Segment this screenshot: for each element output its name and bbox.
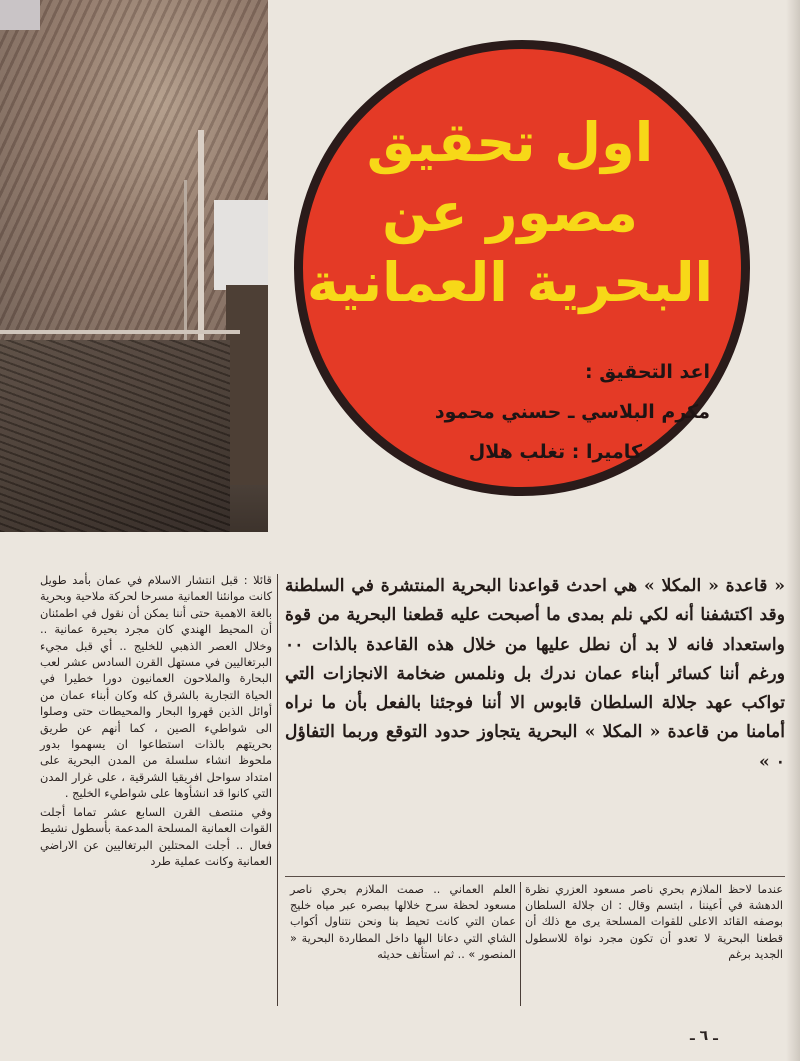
bottom-right-paragraph: عندما لاحظ الملازم بحري ناصر مسعود العزري نظرة الدهشة في أعيننا ، ابتسم وقال : ان جلالة السلطان بوصفه القائد الاعلى للقوات المسلحة يرى مع ذلك أن قطعنا البحرية لا تعدو أن تكون مجرد نواة للاسطول الجديد برغم	[525, 883, 783, 961]
bottom-middle-paragraph: العلم العماني .. صمت الملازم بحري ناصر مسعود لحظة سرح خلالها ببصره عبر مياه خليج عمان التي كانت تحيط بنا ونحن نتناول أكواب الشاي التي دعانا اليها داخل المطاردة البحرية « المنصور » .. ثم استأنف حديثه	[290, 883, 516, 961]
page-number: ـ ٦ ـ	[690, 1028, 718, 1044]
bottom-middle-column	[290, 882, 516, 963]
prepared-by-label: اعد التحقيق :	[585, 361, 710, 383]
bottom-right-column	[525, 882, 783, 963]
title-line-3: البحرية العمانية	[307, 251, 713, 314]
ship-deck-photo	[0, 0, 268, 532]
article-credits	[350, 352, 710, 472]
camera-credit: كاميرا : تغلب هلال	[468, 441, 642, 463]
lead-paragraph-block	[285, 572, 785, 777]
article-title	[300, 108, 720, 318]
sky-patch	[0, 0, 40, 30]
column-divider-bottom	[520, 882, 521, 1006]
authors-line: مكرم البلاسي ـ حسني محمود	[434, 401, 710, 423]
lead-paragraph: « قاعدة « المكلا » هي احدث قواعدنا البحرية المنتشرة في السلطنة وقد اكتشفنا أنه لكي نلم بمدى ما أصبحت عليه قطعنا البحرية من قوة واستعداد فانه لا بد أن نطل عليها من خلال هذه القاعدة بالذات ٠٠ ورغم أننا كسائر أبناء عمان ندرك بل ونلمس ضخامة الانجازات التي تواكب عهد جلالة السلطان قابوس الا أننا فوجئنا بالفعل بأن ما نراه أمامنا من قاعدة « المكلا » البحرية يتجاوز حدود التوقع وربما التفاؤل ٠ »	[285, 576, 785, 772]
left-column	[40, 572, 272, 869]
title-line-2: مصور عن	[382, 181, 638, 244]
page-edge-shadow	[786, 0, 800, 1061]
left-column-paragraph-1: قائلا : قبل انتشار الاسلام في عمان بأمد طويل كانت موانئنا العمانية مسرحا لحركة ملاحية وبحرية بالغة الاهمية حتى أننا يمكن أن نقول في اطمئنان أن المحيط الهندي كان مجرد بحيرة عمانية .. وخلال العصر الذهبي للخليج .. أي قبل مجيء البرتغاليين في مستهل القرن السادس عشر لعب البحارة والملاحون العمانيون دورا خطيرا في الحياة التجارية بالشرق كله وكان أبناء عمان من أوائل الذين قهروا البحار والمحيطات حتى وصلوا الى شواطيء الصين ، كما أنهم عن طريق بحريتهم بالذات استطاعوا ان يسهموا بدور ملحوظ انشاء سلسلة من المدن البحرية على امتداد سواحل افريقيا الشرقية ، على غرار المدن التي كانوا قد انشأوها على شواطيء الخليج .	[40, 573, 272, 801]
ship-cabin	[214, 200, 268, 290]
column-divider-left	[277, 574, 278, 1006]
left-column-paragraph-2: وفي منتصف القرن السابع عشر تماما أجلت القوات العمانية المسلحة المدعمة بأسطول نشيط فعال .. أجلت المحتلين البرتغاليين عن الاراضي العمانية وكانت عملية طرد	[40, 804, 272, 868]
title-line-1: اول تحقيق	[366, 111, 654, 174]
ship-railing	[0, 330, 240, 334]
ship-superstructure	[226, 285, 268, 485]
section-divider	[285, 876, 785, 877]
ship-deck-tarp	[0, 340, 230, 532]
